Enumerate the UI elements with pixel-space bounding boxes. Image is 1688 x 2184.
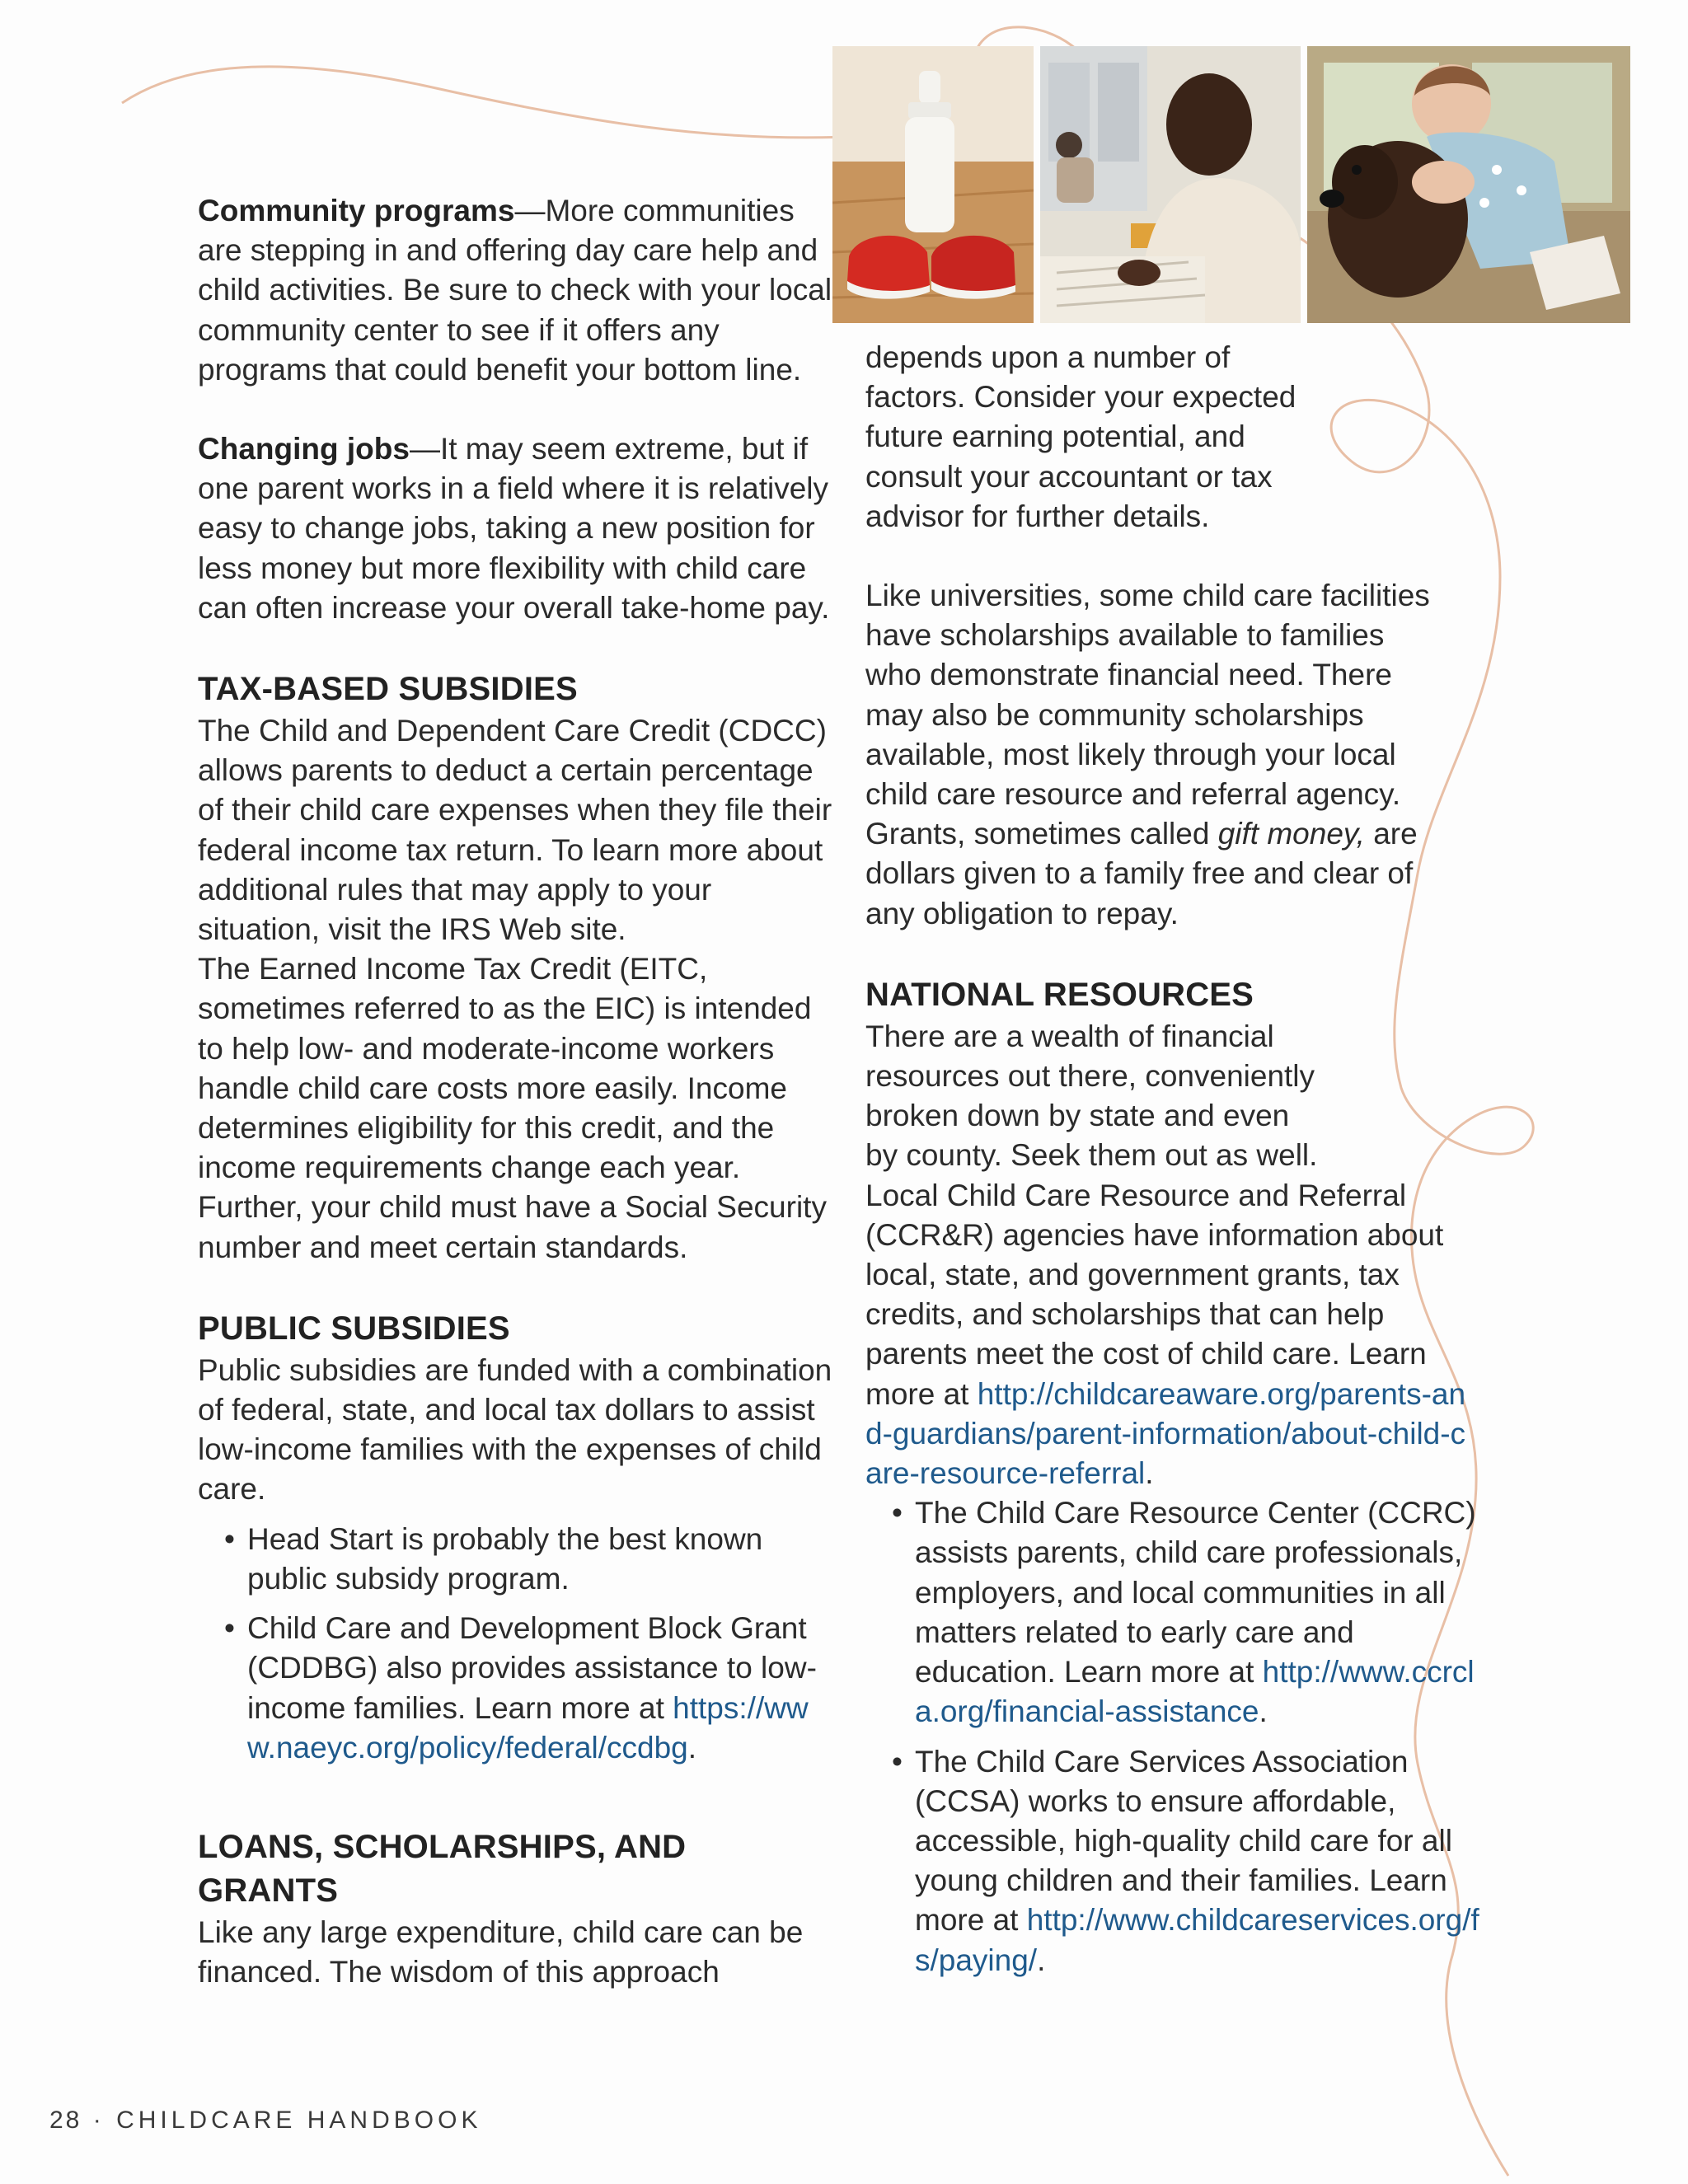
list-item xyxy=(198,1520,832,1599)
scholarships-paragraph xyxy=(865,576,1434,934)
ccsa-period: . xyxy=(1037,1943,1046,1977)
ccdbg-text: Child Care and Development Block Grant (CDDBG) also provides assistance to low-income families. Learn more at xyxy=(247,1611,817,1725)
bullet-icon: • xyxy=(892,1496,903,1530)
ccdbg-period: . xyxy=(687,1730,697,1765)
financing-continued-paragraph: depends upon a number of factors. Consider your expected future earning potential, and consult your accountant or tax advisor for further details. xyxy=(865,340,1296,533)
page-footer xyxy=(49,2107,481,2135)
community-programs-paragraph xyxy=(198,191,832,390)
eitc-paragraph: The Earned Income Tax Credit (EITC, sometimes referred to as the EIC) is intended to help low- and moderate-income workers handle child care costs more easily. Income determines eligibility for this credit, and the income requirements change each year. Further, your child must have a Social Security number and meet certain standards. xyxy=(198,952,827,1264)
photo-bottle-shoes xyxy=(832,46,1034,323)
ccrcla-link[interactable]: http://www.ccrcla.org/financial-assistance xyxy=(915,1655,1475,1729)
gift-money-term: gift money, xyxy=(1217,817,1365,851)
naeyc-link[interactable]: https://www.naeyc.org/policy/federal/ccdbg xyxy=(247,1690,809,1765)
childcareaware-link[interactable]: http://childcareaware.org/parents-and-guardians/parent-information/about-child-care-resource-referral xyxy=(865,1376,1466,1491)
tax-based-subsidies-heading: TAX-BASED SUBSIDIES xyxy=(198,671,578,708)
national-resources-list xyxy=(865,1493,1492,1980)
left-column xyxy=(198,191,832,1992)
ccrc-period: . xyxy=(1259,1694,1268,1729)
community-programs-lead: Community programs xyxy=(198,194,515,227)
changing-jobs-paragraph xyxy=(198,429,832,628)
list-item xyxy=(865,1742,1492,1980)
national-resources-paragraph: There are a wealth of financial resources out there, conveniently broken down by state and even by county. Seek them out as well. xyxy=(865,1019,1318,1173)
publication-title: CHILDCARE HANDBOOK xyxy=(116,2107,482,2134)
ccsa-text: The Child Care Services Association (CCSA) works to ensure affordable, accessible, high-quality child care for all young children and their families. Learn more at xyxy=(915,1744,1452,1938)
cdcc-paragraph: The Child and Dependent Care Credit (CDCC) allows parents to deduct a certain percentage of their child care expenses when they file their federal income tax return. To learn more about additional rules that may apply to your situation, visit the IRS Web site. xyxy=(198,714,832,947)
photo-toddler-dog xyxy=(1307,46,1630,323)
public-subsidies-heading: PUBLIC SUBSIDIES xyxy=(198,1310,510,1347)
footer-separator: · xyxy=(92,2107,106,2134)
bullet-icon: • xyxy=(224,1611,235,1646)
loans-paragraph: Like any large expenditure, child care can be financed. The wisdom of this approach xyxy=(198,1915,804,1990)
right-column xyxy=(865,338,1508,1980)
changing-jobs-text: —It may seem extreme, but if one parent works in a field where it is relatively easy to change jobs, taking a new position for less money but more flexibility with child care can often increase your overall take-home pay. xyxy=(198,432,830,625)
community-programs-text: —More communities are stepping in and offering day care help and child activities. Be sure to check with your local community center to see if it offers any programs that could benefit your bottom line. xyxy=(198,194,832,387)
page-number: 28 xyxy=(49,2107,82,2134)
national-resources-heading: NATIONAL RESOURCES xyxy=(865,976,1254,1013)
bullet-icon: • xyxy=(892,1744,903,1779)
list-item xyxy=(198,1609,832,1768)
bullet-icon: • xyxy=(224,1521,235,1556)
public-subsidies-list xyxy=(198,1520,832,1768)
childcareservices-link[interactable]: http://www.childcareservices.org/fs/paying/ xyxy=(915,1903,1479,1977)
loans-scholarships-grants-heading: LOANS, SCHOLARSHIPS, AND GRANTS xyxy=(198,1828,687,1909)
list-item xyxy=(865,1493,1492,1732)
changing-jobs-lead: Changing jobs xyxy=(198,432,410,466)
ccrc-text: The Child Care Resource Center (CCRC) assists parents, child care professionals, employers, and local communities in all matters related to early care and education. Learn more at xyxy=(915,1496,1476,1690)
public-subsidies-paragraph: Public subsidies are funded with a combination of federal, state, and local tax dollars to assist low-income families with the expenses of child care. xyxy=(198,1352,832,1507)
head-start-text: Head Start is probably the best known public subsidy program. xyxy=(247,1521,763,1596)
photo-father-paperwork xyxy=(1040,46,1301,323)
scholarships-text-a: Like universities, some child care facilities have scholarships available to families who demonstrate financial need. There may also be community scholarships available, most likely through your local child care resource and referral agency. Grants, sometimes called xyxy=(865,579,1430,851)
scholarships-text-b: are dollars given to a family free and clear of any obligation to repay. xyxy=(865,817,1418,930)
ccrr-paragraph xyxy=(865,1176,1467,1494)
ccrr-text: Local Child Care Resource and Referral (CCR&R) agencies have information about local, state, and government grants, tax credits, and scholarships that can help parents meet the cost of child care. Learn more at xyxy=(865,1178,1444,1411)
ccrr-period: . xyxy=(1145,1456,1154,1491)
